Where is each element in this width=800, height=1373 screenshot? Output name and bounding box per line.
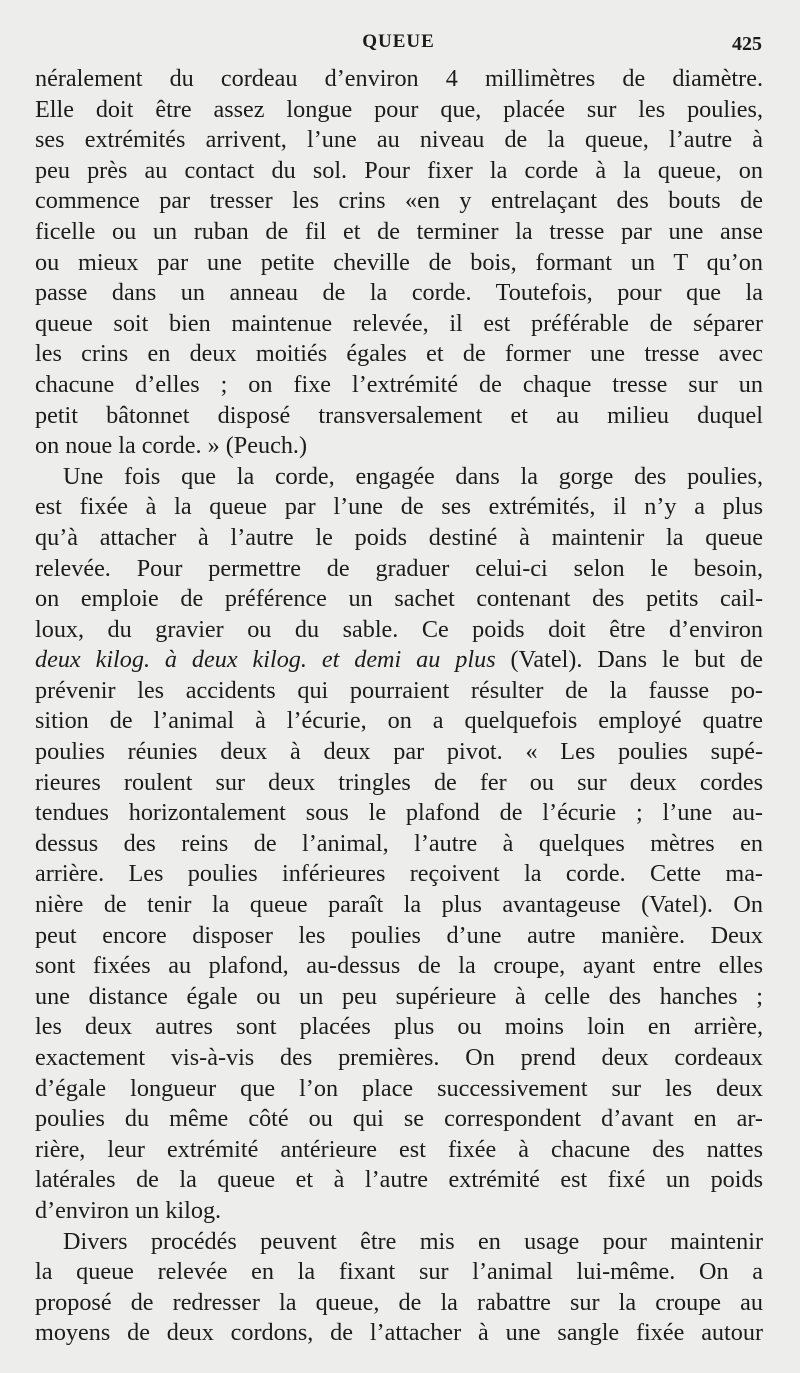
text-line: néralement du cordeau d’environ 4 millimètres de diamètre. — [35, 65, 763, 92]
text-line: poulies réunies deux à deux par pivot. « Les poulies supé- — [35, 738, 763, 766]
text-line: chacune d’elles ; on fixe l’extrémité de chaque tresse sur un — [35, 370, 763, 398]
text-line: la queue relevée en la fixant sur l’animal lui-même. On a — [35, 1258, 763, 1286]
text-line: relevée. Pour permettre de graduer celui-ci selon le besoin, — [35, 554, 763, 582]
text-line: ficelle ou un ruban de fil et de terminer la tresse par une anse — [35, 217, 763, 245]
text-line: d’environ un kilog. — [35, 1196, 222, 1224]
text-line: peu près au contact du sol. Pour fixer la corde à la queue, on — [35, 156, 763, 184]
text-line: les deux autres sont placées plus ou moins loin en arrière, — [35, 1013, 763, 1041]
text-line: poulies du même côté ou qui se correspondent d’avant en ar- — [35, 1105, 763, 1133]
text-line: proposé de redresser la queue, de la rabattre sur la croupe au — [35, 1288, 763, 1316]
text-line — [35, 645, 763, 676]
text-line: queue soit bien maintenue relevée, il est préférable de séparer — [35, 309, 763, 337]
text-line: sition de l’animal à l’écurie, on a quelquefois employé quatre — [35, 707, 763, 735]
text-line: une distance égale ou un peu supérieure à celle des hanches ; — [35, 982, 763, 1010]
text-line: Divers procédés peuvent être mis en usage pour maintenir — [63, 1227, 763, 1255]
text-line: qu’à attacher à l’autre le poids destiné à maintenir la queue — [35, 523, 763, 551]
text-line: moyens de deux cordons, de l’attacher à une sangle fixée autour — [35, 1319, 763, 1347]
text-line: est fixée à la queue par l’une de ses extrémités, il n’y a plus — [35, 493, 763, 521]
text-line: Une fois que la corde, engagée dans la gorge des poulies, — [63, 462, 763, 490]
text-line: on noue la corde. » (Peuch.) — [35, 432, 308, 460]
text-line: tendues horizontalement sous le plafond de l’écurie ; l’une au- — [35, 799, 763, 827]
page-number: 425 — [732, 33, 762, 55]
text-line: passe dans un anneau de la corde. Toutefois, pour que la — [35, 279, 763, 307]
body-text — [35, 64, 763, 1349]
text-line: commence par tresser les crins «en y entrelaçant des bouts de — [35, 187, 763, 215]
text-line: exactement vis-à-vis des premières. On prend deux cordeaux — [35, 1044, 763, 1071]
text-line: nière de tenir la queue paraît la plus avantageuse (Vatel). On — [35, 891, 763, 919]
text-line: rière, leur extrémité antérieure est fixée à chacune des nattes — [35, 1135, 763, 1163]
text-line: prévenir les accidents qui pourraient résulter de la fausse po- — [35, 676, 763, 704]
text-line: sont fixées au plafond, au-dessus de la croupe, ayant entre elles — [35, 952, 763, 980]
running-title: QUEUE — [362, 31, 435, 52]
text-line: arrière. Les poulies inférieures reçoivent la corde. Cette ma- — [35, 860, 763, 888]
text-line: rieures roulent sur deux tringles de fer ou sur deux cordes — [35, 768, 763, 796]
text-line: on emploie de préférence un sachet contenant des petits cail- — [35, 585, 763, 613]
paragraph — [35, 1227, 763, 1349]
text-line-rest: (Vatel). Dans le but de — [495, 646, 763, 674]
text-line: ou mieux par une petite cheville de bois, formant un T qu’on — [35, 248, 763, 276]
text-line: dessus des reins de l’animal, l’autre à quelques mètres en — [35, 829, 763, 857]
text-line: Elle doit être assez longue pour que, placée sur les poulies, — [35, 95, 763, 123]
paragraph — [35, 462, 763, 1227]
text-line: loux, du gravier ou du sable. Ce poids doit être d’environ — [35, 615, 763, 643]
text-line: latérales de la queue et à l’autre extrémité est fixé un poids — [35, 1166, 763, 1194]
running-head — [35, 31, 762, 61]
text-line: petit bâtonnet disposé transversalement et au milieu duquel — [35, 401, 763, 429]
text-line: peut encore disposer les poulies d’une autre manière. Deux — [35, 921, 763, 949]
text-line: les crins en deux moitiés égales et de former une tresse avec — [35, 340, 763, 368]
italic-text: deux kilog. à deux kilog. et demi au plus — [35, 646, 496, 674]
text-line: ses extrémités arrivent, l’une au niveau de la queue, l’autre à — [35, 126, 763, 154]
paragraph — [35, 64, 763, 462]
text-line: d’égale longueur que l’on place successivement sur les deux — [35, 1074, 763, 1102]
